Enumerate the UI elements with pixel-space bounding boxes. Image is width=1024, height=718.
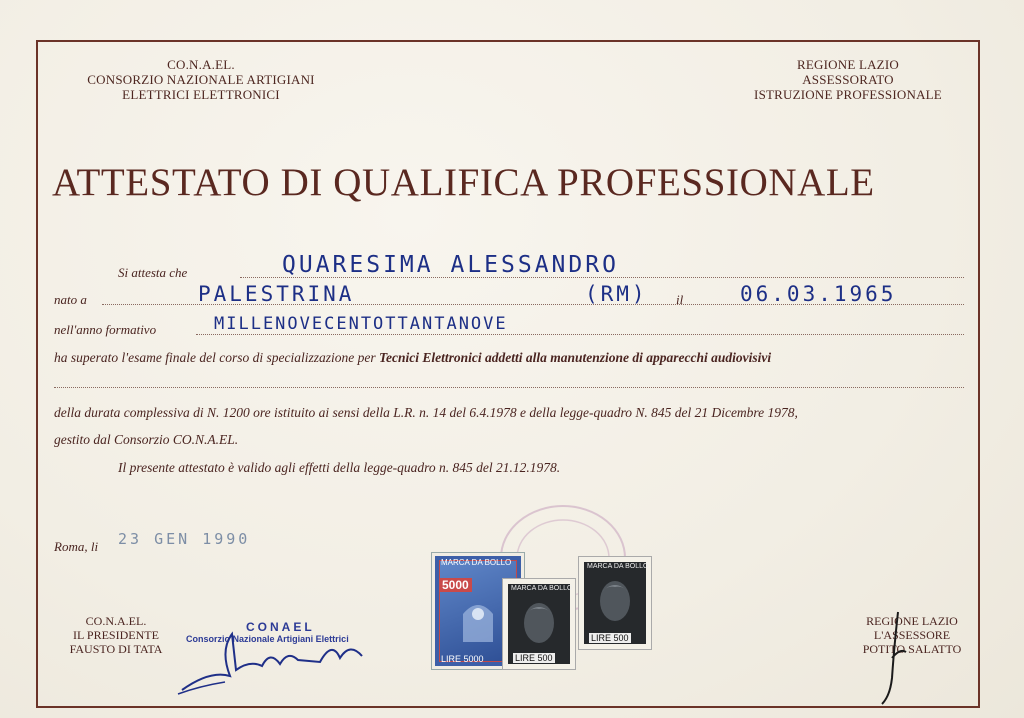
revenue-stamp-500-b <box>578 556 652 650</box>
signatory-left-line1: CO.N.A.EL. <box>85 614 147 628</box>
stamp-5000-value: 5000 <box>439 578 472 592</box>
signatory-right-line3: POTITO SALATTO <box>862 642 962 656</box>
attesta-label: Si attesta che <box>118 265 188 280</box>
stamp-500a-head-icon <box>517 597 561 649</box>
course-line <box>54 387 964 388</box>
anno-value: MILLENOVECENTOTTANTANOVE <box>214 314 508 334</box>
president-signature <box>170 620 390 700</box>
anno-label: nell'anno formativo <box>54 322 157 337</box>
anno-line <box>196 334 964 335</box>
issuer-left-line3: ELETTRICI ELETTRONICI <box>122 87 280 102</box>
birth-date-value: 06.03.1965 <box>740 282 897 306</box>
issuer-left <box>46 57 356 102</box>
stamp-500b-footer: LIRE 500 <box>591 633 629 643</box>
province-value: (RM) <box>585 282 648 306</box>
il-label: il <box>676 292 684 307</box>
signatory-left <box>46 614 186 656</box>
nato-label: nato a <box>54 292 87 307</box>
conael-stamp-name: CONAEL <box>246 620 315 634</box>
issuer-right-line1: REGIONE LAZIO <box>797 57 899 72</box>
course-name: Tecnici Elettronici addetti alla manutenzione di apparecchi audiovisivi <box>378 350 772 365</box>
signatory-right-line2: L'ASSESSORE <box>873 628 951 642</box>
issuer-right-line2: ASSESSORATO <box>802 72 894 87</box>
stamp-5000-footer: LIRE 5000 <box>441 654 484 664</box>
managed-line: gestito dal Consorzio CO.N.A.EL. <box>54 432 239 447</box>
duration-line: della durata complessiva di N. 1200 ore istituito ai sensi della L.R. n. 14 del 6.4.1978 e della legge-quadro N. 845 del 21 Dicembre 1978, <box>54 405 798 420</box>
issuer-right <box>716 57 980 102</box>
conael-stamp-sub: Consorzio Nazionale Artigiani Elettrici <box>186 634 349 644</box>
nato-value: PALESTRINA <box>198 282 355 306</box>
issuer-left-line2: CONSORZIO NAZIONALE ARTIGIANI <box>87 72 315 87</box>
issuer-right-line3: ISTRUZIONE PROFESSIONALE <box>754 87 942 102</box>
stamp-500b-head-icon <box>593 575 637 627</box>
issue-date-stamp: 23 GEN 1990 <box>118 530 251 548</box>
signatory-left-line3: FAUSTO DI TATA <box>69 642 163 656</box>
signatory-right-line1: REGIONE LAZIO <box>866 614 958 628</box>
issuer-left-line1: CO.N.A.EL. <box>167 57 235 72</box>
exam-line-prefix: ha superato l'esame finale del corso di specializzazione per <box>54 350 376 365</box>
stamp-5000-header: MARCA DA BOLLO <box>441 558 512 567</box>
stamp-500a-header: MARCA DA BOLLO <box>511 585 573 592</box>
attesta-value: QUARESIMA ALESSANDRO <box>282 252 619 278</box>
validity-line: Il presente attestato è valido agli effetti della legge-quadro n. 845 del 21.12.1978. <box>118 460 561 475</box>
signatory-right <box>842 614 982 656</box>
stamp-500a-footer: LIRE 500 <box>515 653 553 663</box>
signatory-left-line2: IL PRESIDENTE <box>73 628 159 642</box>
stamp-500b-header: MARCA DA BOLLO <box>587 563 649 570</box>
exam-line <box>54 350 771 366</box>
assessor-signature <box>872 608 912 708</box>
certificate-title: ATTESTATO DI QUALIFICA PROFESSIONALE <box>52 161 875 204</box>
revenue-stamp-500-a <box>502 578 576 670</box>
stamp-5000-figure-icon <box>453 594 503 644</box>
place-label: Roma, li <box>54 539 99 554</box>
